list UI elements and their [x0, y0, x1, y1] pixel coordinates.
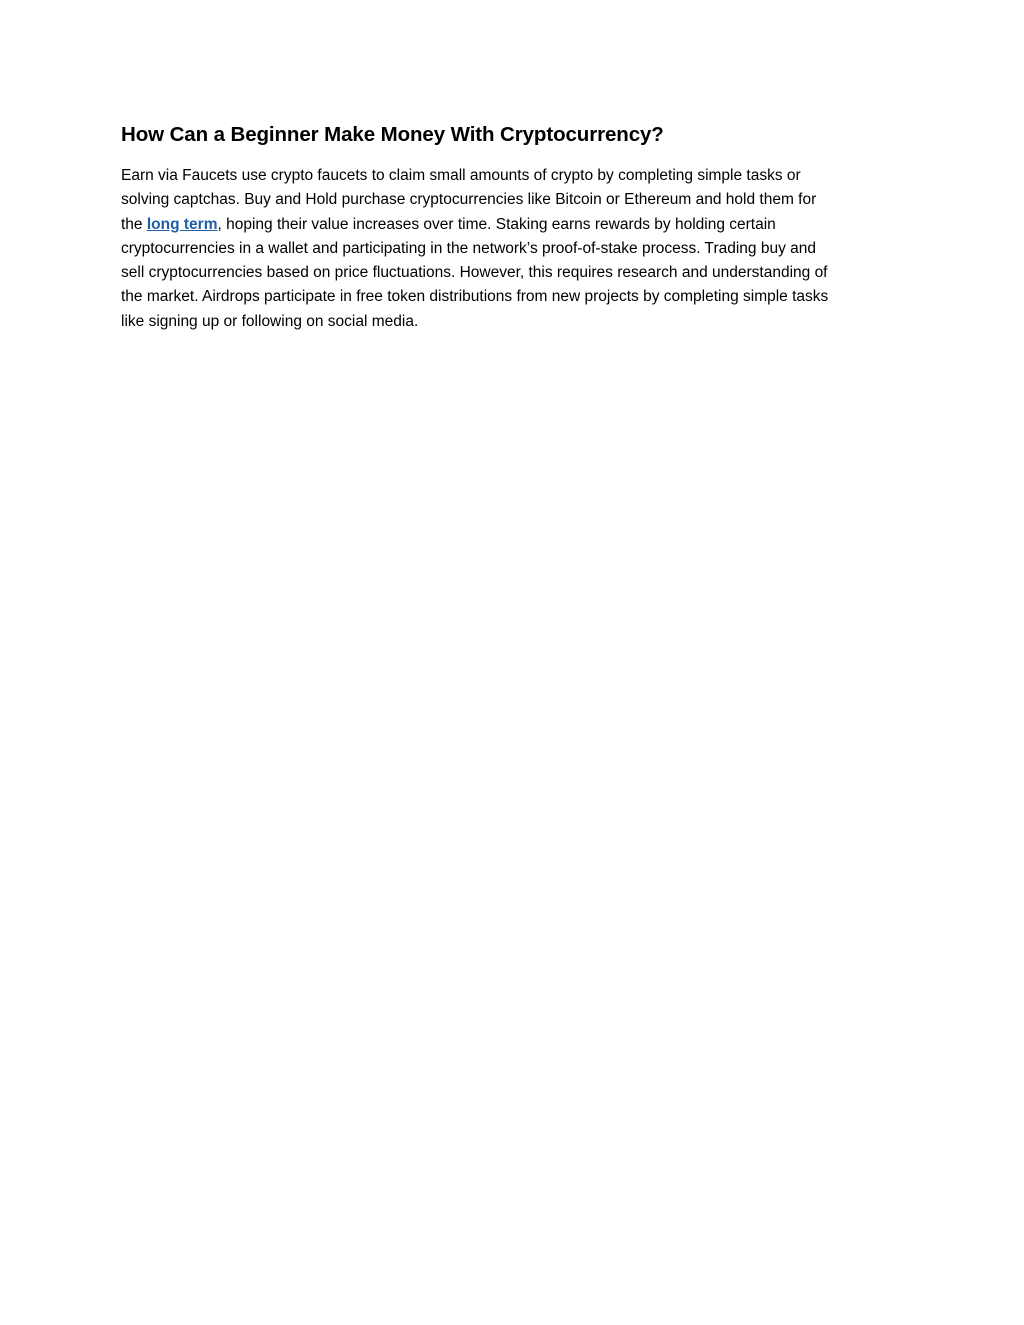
- paragraph-line: sell cryptocurrencies based on price fluctuations. However, this requires research and understanding of: [121, 264, 828, 282]
- paragraph-line: solving captchas. Buy and Hold purchase cryptocurrencies like Bitcoin or Ethereum and hold them for: [121, 191, 817, 209]
- paragraph-line: cryptocurrencies in a wallet and participating in the network’s proof-of-stake process. Trading buy and: [121, 239, 816, 257]
- document-content: [121, 120, 911, 330]
- paragraph-line-with-link: [121, 213, 911, 237]
- paragraph-text: , hoping their value increases over time. Staking earns rewards by holding certain: [217, 215, 776, 233]
- long-term-link[interactable]: long term: [146, 215, 218, 233]
- body-paragraph: [121, 164, 911, 334]
- paragraph-line: the market. Airdrops participate in free token distributions from new projects by completing simple tasks: [121, 288, 829, 306]
- paragraph-text: the: [121, 215, 147, 233]
- paragraph-line: Earn via Faucets use crypto faucets to claim small amounts of crypto by completing simple tasks or: [121, 167, 801, 184]
- paragraph-line: like signing up or following on social media.: [121, 312, 419, 330]
- page-title: How Can a Beginner Make Money With Cryptocurrency?: [121, 123, 664, 146]
